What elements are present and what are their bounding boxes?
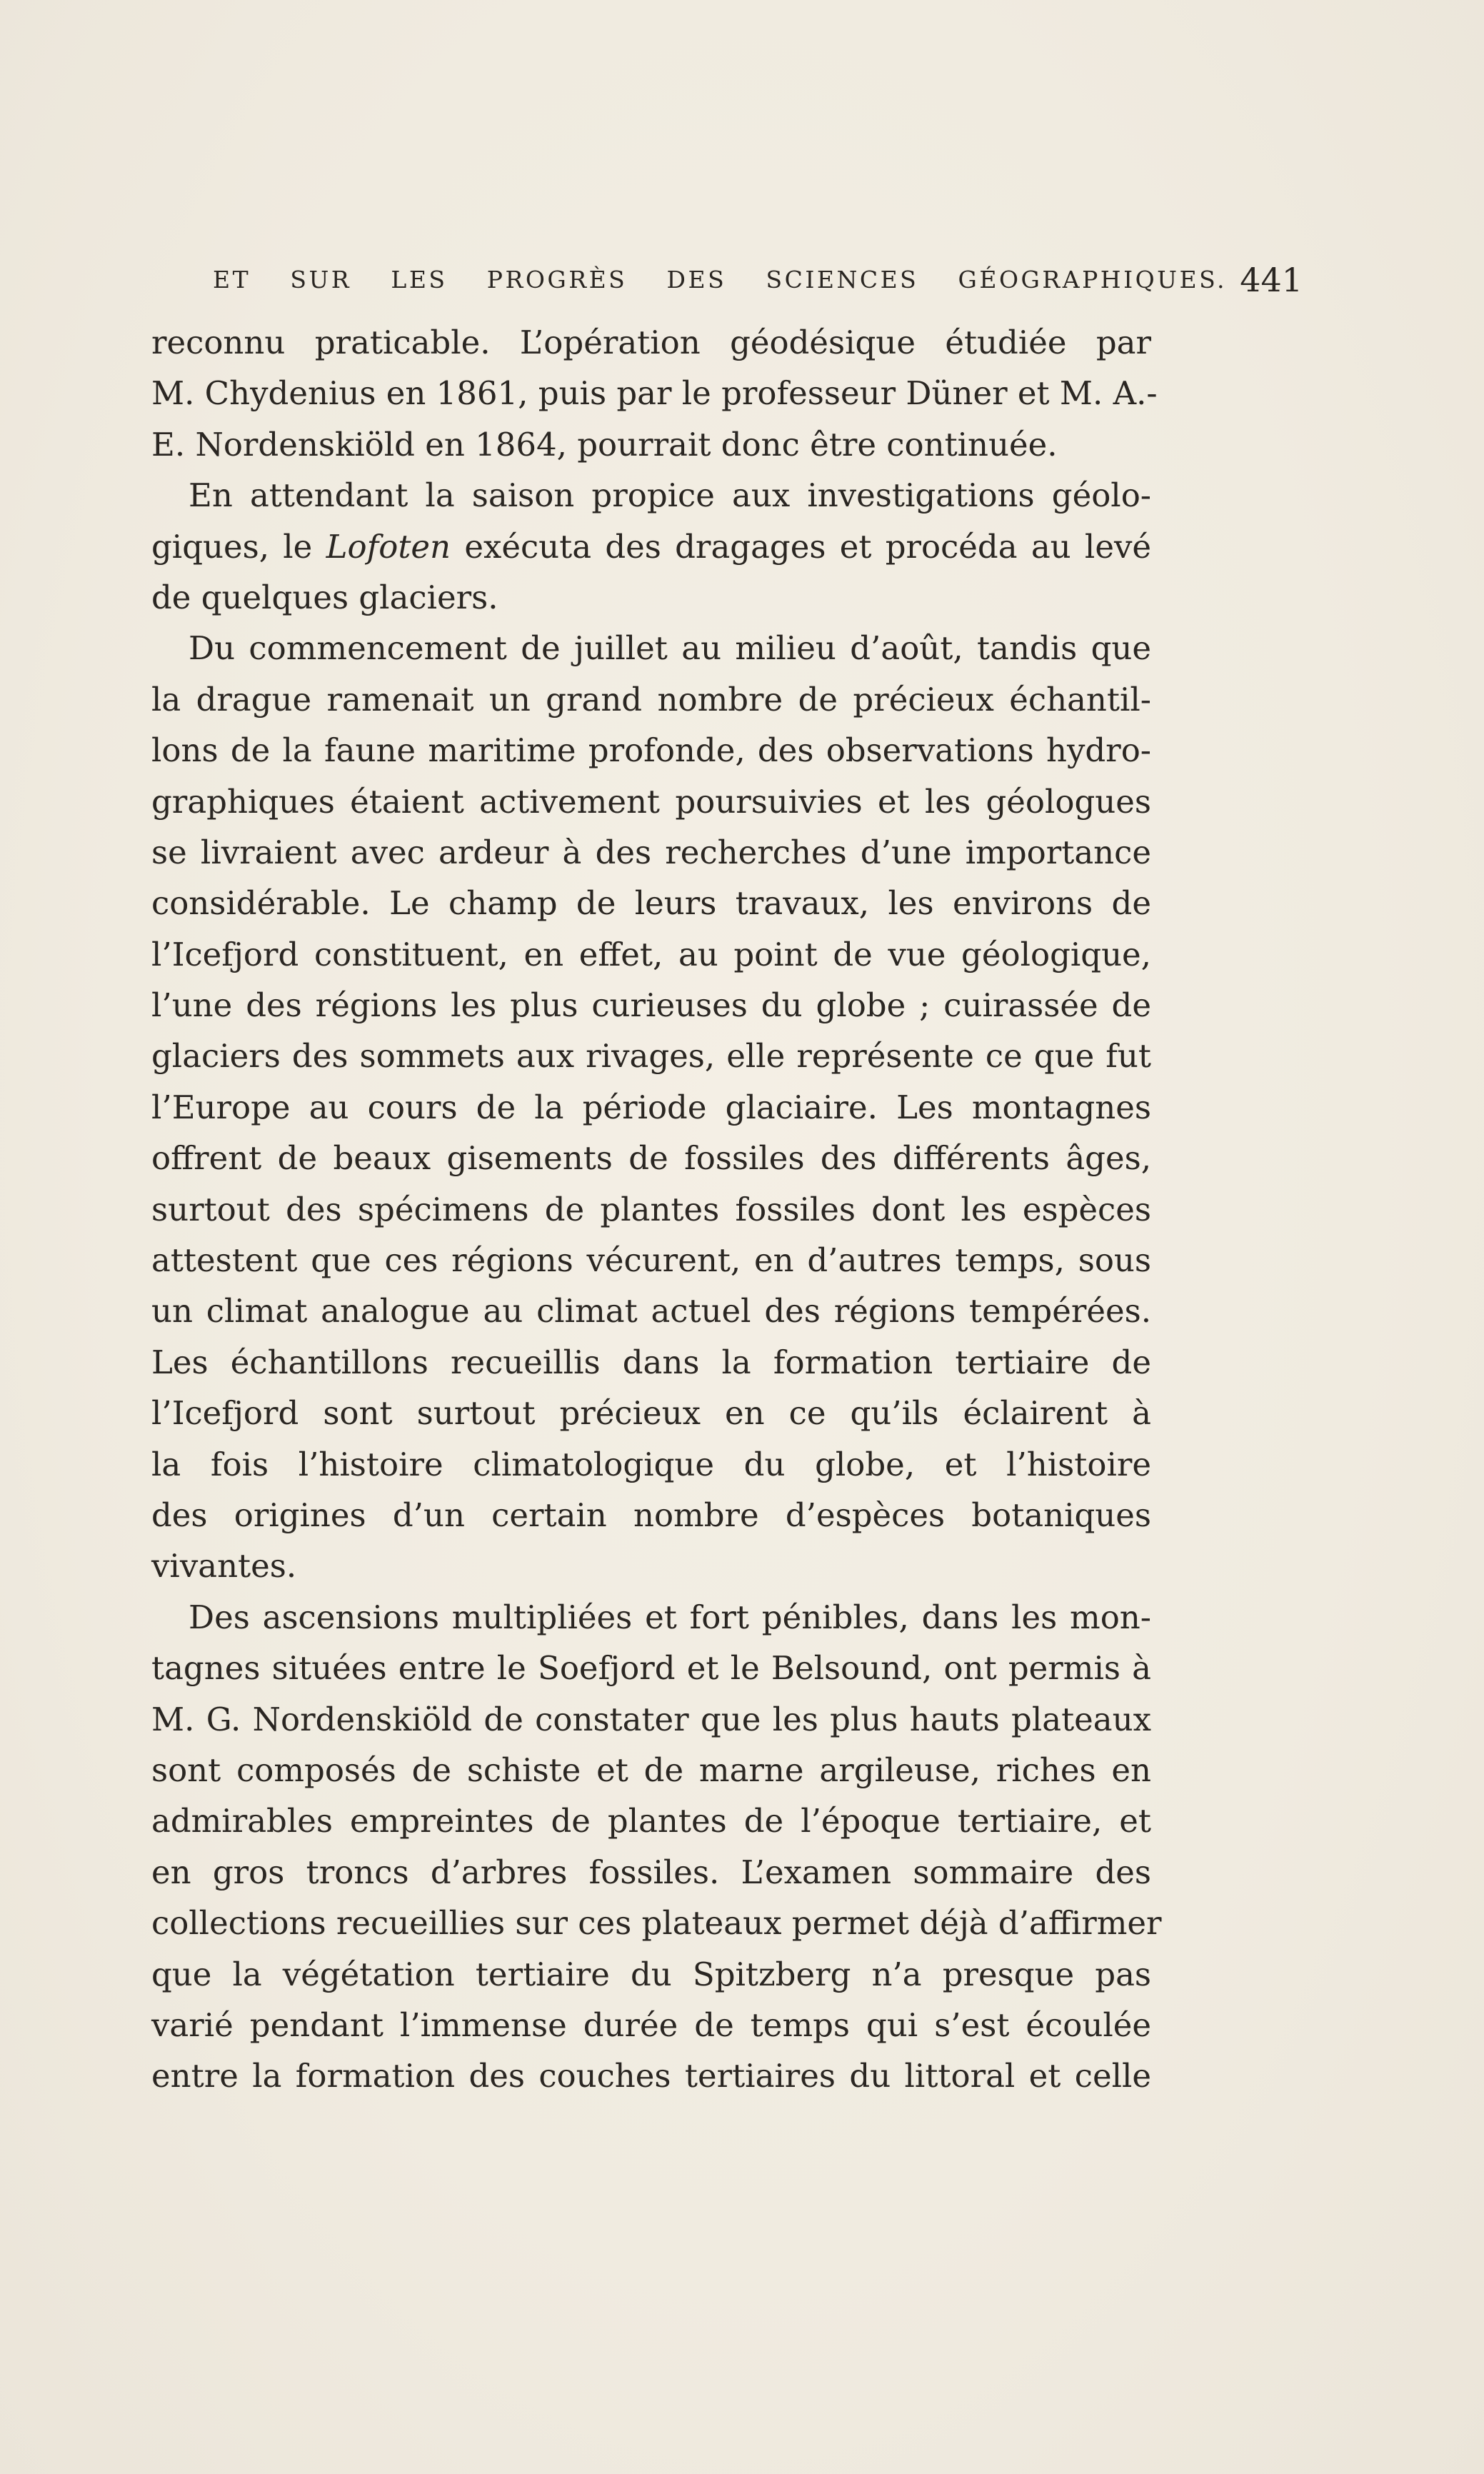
page-header — [149, 259, 1341, 301]
paragraph-start-line: En attendant la saison propice aux investigations géolo- — [189, 476, 1151, 515]
text-line: en gros troncs d’arbres fossiles. L’examen sommaire des — [151, 1853, 1151, 1891]
text-line: collections recueillies sur ces plateaux permet déjà d’affirmer — [151, 1904, 1162, 1943]
text-line: sont composés de schiste et de marne argileuse, riches en — [151, 1751, 1151, 1789]
text-line: se livraient avec ardeur à des recherches d’une importance — [151, 833, 1151, 871]
text-line: M. Chydenius en 1861, puis par le professeur Düner et M. A.- — [151, 374, 1158, 413]
running-title: ET SUR LES PROGRÈS DES SCIENCES GÉOGRAPHIQUES. — [213, 266, 1227, 294]
text-line: entre la formation des couches tertiaires du littoral et celle — [151, 2057, 1151, 2095]
text-line: varié pendant l’immense durée de temps qui s’est écoulée — [151, 2005, 1151, 2044]
text-fragment: ques, le — [182, 527, 313, 566]
text-line: lons de la faune maritime profonde, des observations hydro- — [151, 731, 1151, 770]
text-line: l’Icefjord sont surtout précieux en ce qu’ils éclairent à — [151, 1394, 1151, 1433]
text-line: l’Europe au cours de la période glaciaire. Les montagnes — [151, 1088, 1151, 1126]
text-line: graphiques étaient activement poursuivies et les géologues — [151, 782, 1151, 821]
text-line: vivantes. — [151, 1547, 297, 1586]
text-line: l’Icefjord constituent, en effet, au point de vue géologique, — [151, 935, 1151, 973]
text-line: la drague ramenait un grand nombre de précieux échantil- — [151, 680, 1151, 718]
body-text — [151, 317, 1162, 2102]
text-line: considérable. Le champ de leurs travaux, les environs de — [151, 884, 1151, 923]
text-fragment: gi — [151, 527, 183, 566]
paragraph-start-line: Du commencement de juillet au milieu d’août, tandis que — [189, 629, 1151, 668]
text-line: tagnes situées entre le Soefjord et le Belsound, ont permis à — [151, 1649, 1151, 1688]
text-line: l’une des régions les plus curieuses du globe ; cuirassée de — [151, 986, 1151, 1025]
text-line: attestent que ces régions vécurent, en d’autres temps, sous — [151, 1241, 1151, 1280]
text-line: offrent de beaux gisements de fossiles des différents âges, — [151, 1139, 1151, 1178]
text-line — [151, 521, 1151, 572]
text-line: surtout des spécimens de plantes fossiles dont les espèces — [151, 1190, 1151, 1228]
text-line: admirables empreintes de plantes de l’époque tertiaire, et — [151, 1802, 1151, 1841]
text-line: la fois l’histoire climatologique du globe, et l’histoire — [151, 1445, 1151, 1483]
text-line: E. Nordenskiöld en 1864, pourrait donc être continuée. — [151, 425, 1058, 464]
text-line: M. G. Nordenskiöld de constater que les plus hauts plateaux — [151, 1700, 1151, 1738]
text-line: un climat analogue au climat actuel des régions tempérées. — [151, 1292, 1151, 1331]
text-line: que la végétation tertiaire du Spitzberg n’a presque pas — [151, 1955, 1151, 1993]
text-line: Les échantillons recueillis dans la formation tertiaire de — [151, 1343, 1151, 1381]
page-number: 441 — [1240, 261, 1303, 299]
text-fragment: exécuta des dragages et procéda au levé — [464, 527, 1151, 566]
text-line: de quelques glaciers. — [151, 578, 498, 616]
paragraph-start-line: Des ascensions multipliées et fort pénibles, dans les mon- — [189, 1598, 1151, 1636]
text-line: glaciers des sommets aux rivages, elle représente ce que fut — [151, 1037, 1151, 1076]
text-line: reconnu praticable. L’opération géodésique étudiée par — [151, 324, 1151, 361]
ship-name: Lofoten — [326, 527, 451, 566]
text-line: des origines d’un certain nombre d’espèces botaniques — [151, 1496, 1151, 1534]
